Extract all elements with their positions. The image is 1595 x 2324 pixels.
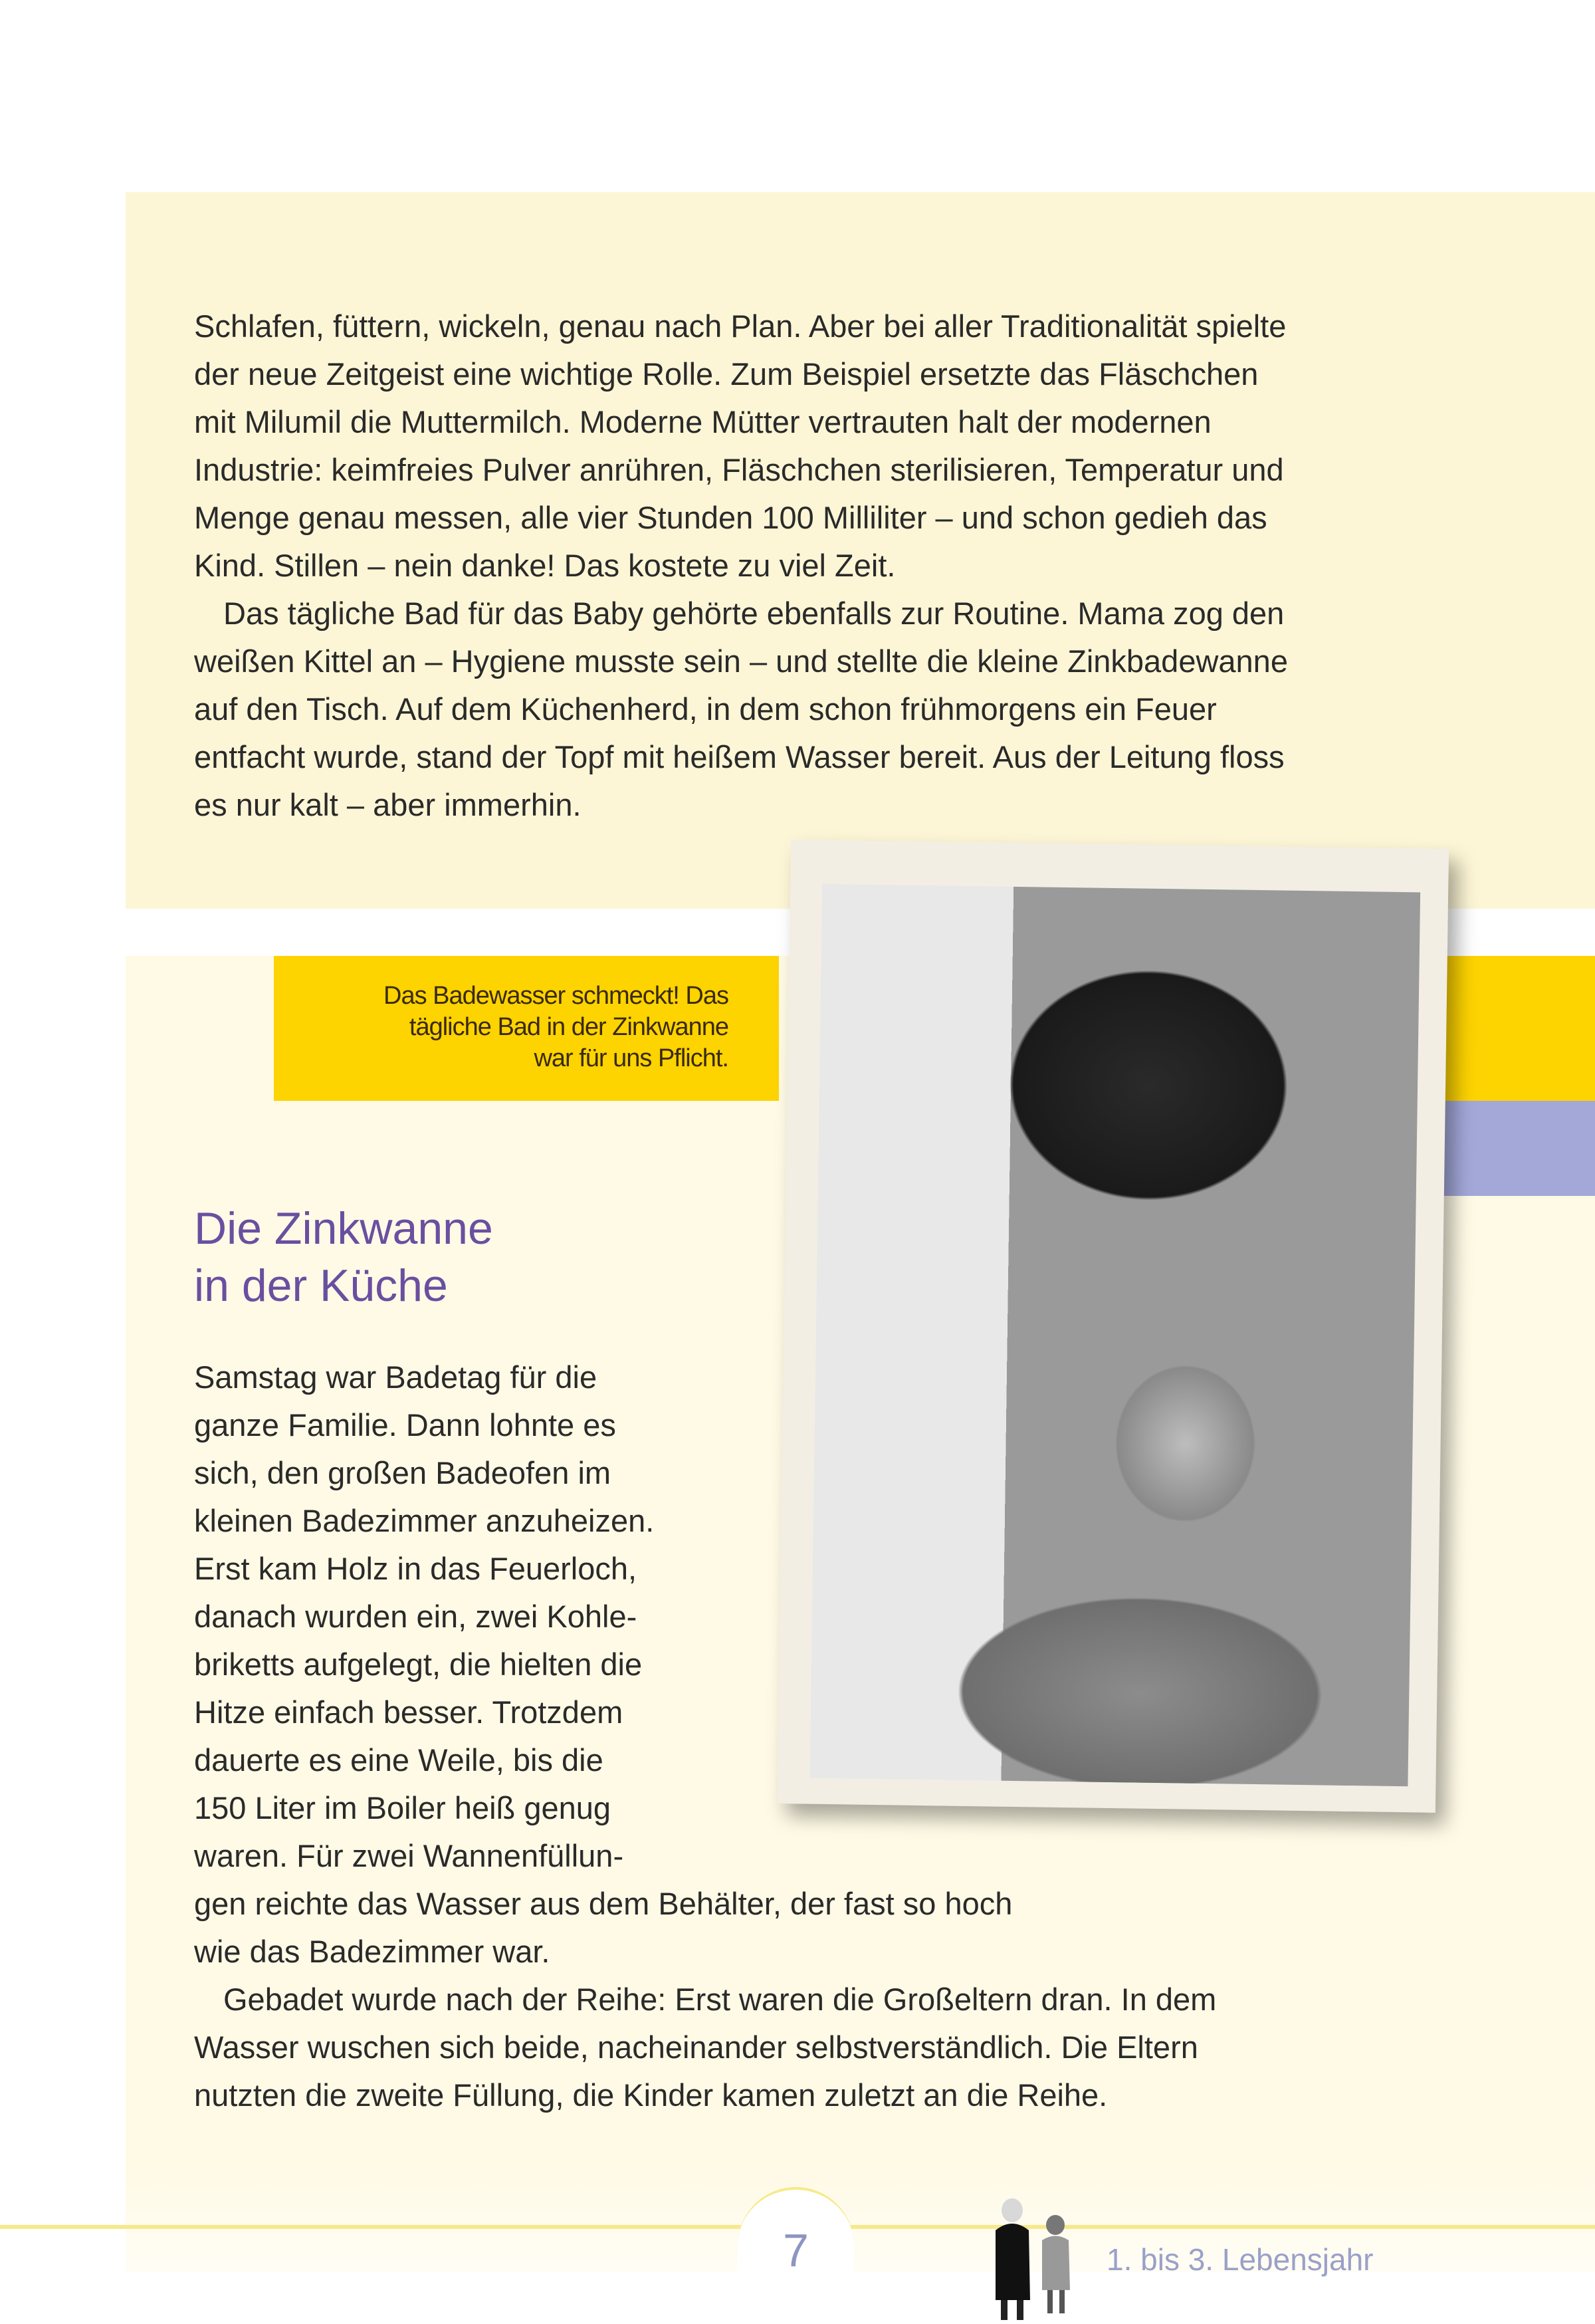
text-line: ganze Familie. Dann lohnte es [194,1407,616,1443]
text-line: nutzten die zweite Füllung, die Kinder kamen zuletzt an die Reihe. [194,2077,1108,2113]
text-line: Kind. Stillen – nein danke! Das kostete zu viel Zeit. [194,548,896,583]
caption-line: war für uns Pflicht. [534,1044,728,1072]
text-line: Das tägliche Bad für das Baby gehörte ebenfalls zur Routine. Mama zog den [223,596,1285,631]
section-heading [194,1200,493,1314]
text-line: danach wurden ein, zwei Kohle- [194,1599,637,1634]
body-text-intro [194,302,1288,829]
text-line: Industrie: keimfreies Pulver anrühren, Fläschchen sterilisieren, Temperatur und [194,452,1284,487]
text-line: auf den Tisch. Auf dem Küchenherd, in dem schon frühmorgens ein Feuer [194,691,1217,727]
text-line: dauerte es eine Weile, bis die [194,1742,603,1778]
page-number: 7 [783,2224,809,2276]
heading-line: Die Zinkwanne [194,1203,493,1254]
text-line: mit Milumil die Muttermilch. Moderne Mütter vertrauten halt der modernen [194,404,1212,439]
text-line: Gebadet wurde nach der Reihe: Erst waren die Großeltern dran. In dem [223,1982,1217,2017]
text-line: der neue Zeitgeist eine wichtige Rolle. Zum Beispiel ersetzte das Fläschchen [194,356,1259,392]
caption-line: Das Badewasser schmeckt! Das [383,982,728,1010]
text-line: Erst kam Holz in das Feuerloch, [194,1551,637,1586]
yellow-accent-band [1436,956,1595,1101]
text-line: kleinen Badezimmer anzuheizen. [194,1503,655,1538]
text-line: Schlafen, füttern, wickeln, genau nach Plan. Aber bei aller Traditionalität spielte [194,308,1287,344]
heading-line: in der Küche [194,1260,448,1311]
text-line: Samstag war Badetag für die [194,1359,597,1395]
text-line: 150 Liter im Boiler heiß genug [194,1790,611,1825]
text-line: sich, den großen Badeofen im [194,1455,611,1490]
body-text-section [194,1353,1216,2119]
text-line: es nur kalt – aber immerhin. [194,787,582,822]
text-line: Hitze einfach besser. Trotzdem [194,1694,623,1730]
text-line: weißen Kittel an – Hygiene musste sein – und stellte die kleine Zinkbadewanne [194,643,1288,679]
photo-caption [274,981,728,1074]
text-line: wie das Badezimmer war. [194,1934,550,1969]
text-line: gen reichte das Wasser aus dem Behälter, der fast so hoch [194,1886,1013,1921]
text-line: Wasser wuschen sich beide, nacheinander selbstverständlich. Die Eltern [194,2030,1198,2065]
purple-accent-band [1436,1101,1595,1196]
text-line: entfacht wurde, stand der Topf mit heißem Wasser bereit. Aus der Leitung floss [194,739,1285,774]
text-line: briketts aufgelegt, die hielten die [194,1647,643,1682]
caption-line: tägliche Bad in der Zinkwanne [409,1013,728,1041]
section-label: 1. bis 3. Lebensjahr [1107,2242,1374,2277]
text-line: Menge genau messen, alle vier Stunden 100 Milliliter – und schon gedieh das [194,500,1267,535]
text-line: waren. Für zwei Wannenfüllun- [194,1838,624,1873]
children-photo-icon [982,2184,1095,2321]
